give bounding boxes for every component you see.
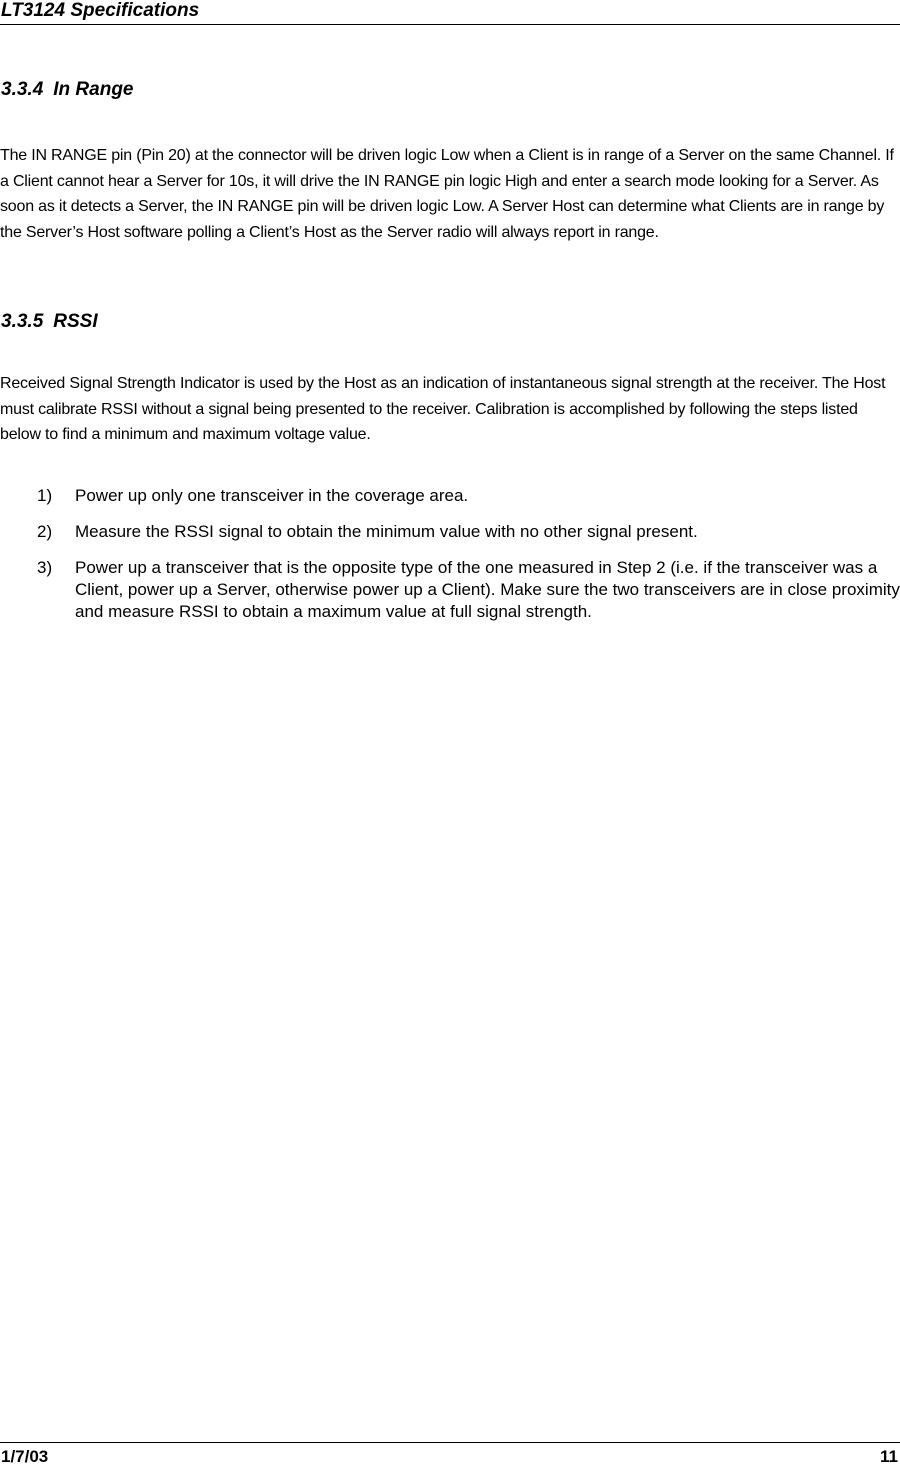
- footer-date: 1/7/03: [1, 1447, 49, 1466]
- section-number: 3.3.5: [1, 311, 44, 332]
- step-text: Measure the RSSI signal to obtain the minimum value with no other signal present.: [75, 522, 698, 541]
- section-title: RSSI: [53, 311, 98, 332]
- calibration-steps-list: [0, 485, 900, 637]
- in-range-paragraph: The IN RANGE pin (Pin 20) at the connector will be driven logic Low when a Client is in range of a Server on the same Channel. If a Client cannot hear a Server for 10s, it will drive the IN RANGE pin logic High and enter a search mode looking for a Server. As soon as it detects a Server, the IN RANGE pin will be driven logic Low. A Server Host can determine what Clients are in range by the Server’s Host software polling a Client’s Host as the Server radio will always report in range.: [0, 147, 894, 241]
- list-item: [0, 485, 900, 507]
- section-title: In Range: [53, 79, 134, 100]
- document-title: LT3124 Specifications: [1, 0, 200, 21]
- page-footer: [0, 1442, 900, 1469]
- step-number: 3): [37, 558, 53, 577]
- rssi-paragraph: Received Signal Strength Indicator is used by the Host as an indication of instantaneous signal strength at the receiver. The Host must calibrate RSSI without a signal being presented to the receiver. Calibration is accomplished by following the steps listed below to find a minimum and maximum voltage value.: [0, 375, 886, 443]
- list-item: [0, 521, 900, 543]
- step-text: Power up only one transceiver in the coverage area.: [75, 486, 469, 505]
- step-number: 1): [37, 486, 53, 505]
- section-heading-rssi: [1, 310, 98, 334]
- list-item: [0, 557, 900, 623]
- page-number: 11: [880, 1447, 898, 1466]
- section-heading-in-range: [1, 78, 134, 102]
- page-header: [0, 0, 900, 25]
- step-text: Power up a transceiver that is the opposite type of the one measured in Step 2 (i.e. if the transceiver was a Client, power up a Server, otherwise power up a Client). Make sure the two transceivers are in close proximity and measure RSSI to obtain a maximum value at full signal strength.: [75, 558, 900, 621]
- step-number: 2): [37, 522, 53, 541]
- section-number: 3.3.4: [1, 79, 44, 100]
